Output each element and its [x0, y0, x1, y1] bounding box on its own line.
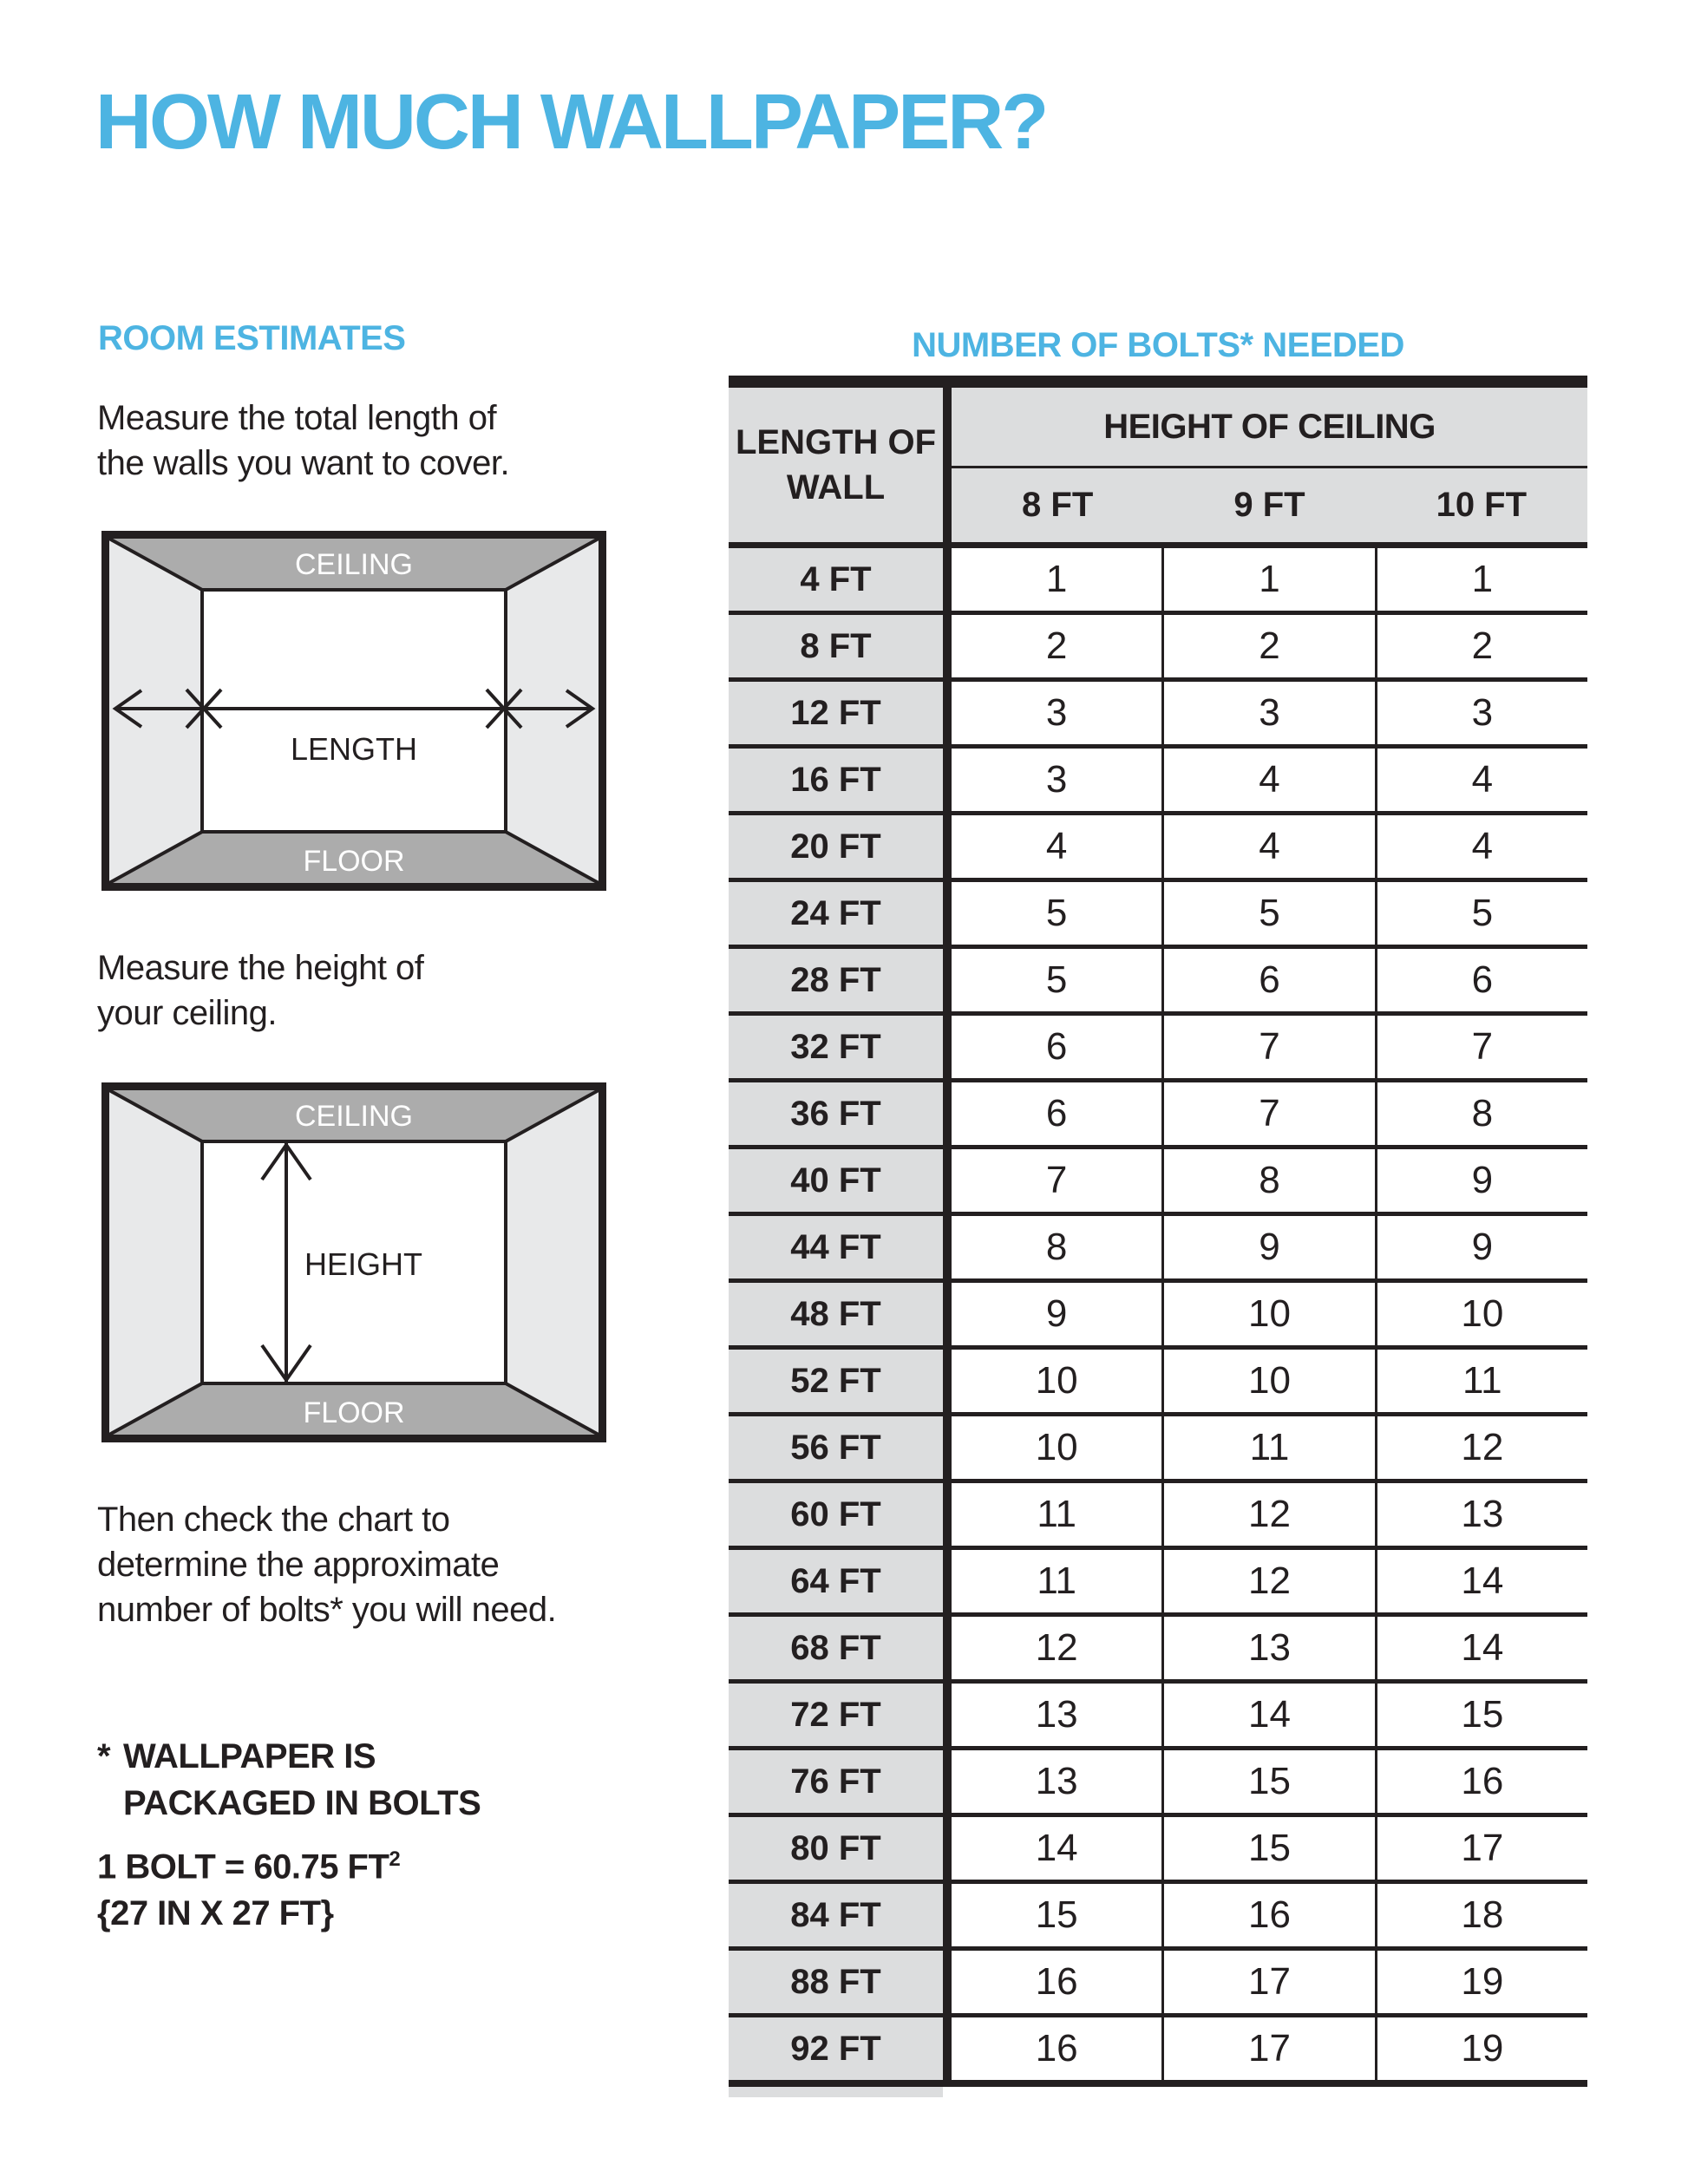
bolt-count-cell: 16	[952, 1951, 1161, 2013]
column-header-10ft: 10 FT	[1436, 486, 1528, 524]
wall-length-cell: 28 FT	[729, 949, 952, 1011]
bolt-count-cell: 14	[1375, 1617, 1587, 1679]
table-row	[729, 815, 1587, 882]
bolts-needed-heading: NUMBER OF BOLTS* NEEDED	[912, 326, 1404, 364]
bolt-count-cell: 13	[952, 1750, 1161, 1813]
table-row	[729, 1149, 1587, 1216]
wall-length-cell: 32 FT	[729, 1016, 952, 1078]
table-row	[729, 1884, 1587, 1951]
bolt-count-cell: 7	[1161, 1016, 1374, 1078]
bolt-count-cell: 16	[952, 2017, 1161, 2080]
bolt-count-cell: 3	[1161, 682, 1374, 744]
bolt-count-cell: 8	[952, 1216, 1161, 1278]
bolt-count-cell: 14	[952, 1817, 1161, 1880]
bolt-count-cell: 15	[1161, 1817, 1374, 1880]
height-label: HEIGHT	[304, 1246, 423, 1282]
bolt-count-cell: 1	[1375, 548, 1587, 611]
wall-length-cell: 48 FT	[729, 1283, 952, 1345]
bolt-count-cell: 9	[1375, 1149, 1587, 1212]
bolt-count-cell: 19	[1375, 1951, 1587, 2013]
table-row	[729, 1750, 1587, 1817]
wall-length-cell: 76 FT	[729, 1750, 952, 1813]
column-header-9ft: 9 FT	[1233, 486, 1305, 524]
bolt-count-cell: 1	[1161, 548, 1374, 611]
wall-length-cell: 68 FT	[729, 1617, 952, 1679]
paragraph-line: Measure the height of	[97, 949, 424, 987]
table-row	[729, 1016, 1587, 1082]
bolt-count-cell: 9	[952, 1283, 1161, 1345]
bolt-count-cell: 2	[1375, 615, 1587, 677]
table-row	[729, 615, 1587, 682]
footnote-line: PACKAGED IN BOLTS	[123, 1784, 481, 1822]
bolt-count-cell: 11	[952, 1483, 1161, 1546]
bolt-count-cell: 10	[952, 1416, 1161, 1479]
table-row	[729, 882, 1587, 949]
bolt-count-cell: 3	[952, 749, 1161, 811]
bolt-count-cell: 15	[952, 1884, 1161, 1946]
bolt-count-cell: 4	[952, 815, 1161, 878]
bolt-count-cell: 17	[1375, 1817, 1587, 1880]
bolt-count-cell: 2	[952, 615, 1161, 677]
bolt-count-cell: 5	[952, 949, 1161, 1011]
footnote-line: * WALLPAPER IS	[97, 1733, 481, 1780]
table-body	[729, 548, 1587, 2087]
wall-length-cell: 24 FT	[729, 882, 952, 945]
wall-length-cell: 4 FT	[729, 548, 952, 611]
right-wall	[506, 539, 599, 883]
bolt-count-cell: 6	[952, 1082, 1161, 1145]
paragraph-line: Then check the chart to	[97, 1501, 450, 1539]
paragraph-line: number of bolts* you will need.	[97, 1591, 557, 1629]
table-row	[729, 1216, 1587, 1283]
wall-length-cell: 36 FT	[729, 1082, 952, 1145]
check-chart-paragraph	[97, 1497, 556, 1632]
bolt-count-cell: 11	[952, 1550, 1161, 1612]
room-length-diagram	[101, 531, 606, 891]
bolt-count-cell: 5	[1161, 882, 1374, 945]
wall-length-cell: 88 FT	[729, 1951, 952, 2013]
bolt-count-cell: 11	[1375, 1350, 1587, 1412]
bolt-count-cell: 9	[1161, 1216, 1374, 1278]
bolt-count-cell: 9	[1375, 1216, 1587, 1278]
bolt-count-cell: 6	[1375, 949, 1587, 1011]
bolt-count-cell: 5	[952, 882, 1161, 945]
bolt-count-cell: 4	[1161, 749, 1374, 811]
bolt-count-cell: 2	[1161, 615, 1374, 677]
bolt-count-cell: 13	[952, 1684, 1161, 1746]
wall-length-cell: 92 FT	[729, 2017, 952, 2080]
table-row	[729, 1350, 1587, 1416]
bolt-count-cell: 19	[1375, 2017, 1587, 2080]
wall-length-cell: 72 FT	[729, 1684, 952, 1746]
wall-length-cell: 16 FT	[729, 749, 952, 811]
ceiling-label: CEILING	[294, 1100, 414, 1133]
table-row	[729, 682, 1587, 749]
asterisk: *	[97, 1737, 111, 1775]
measure-height-paragraph	[97, 945, 423, 1036]
bolt-count-cell: 4	[1375, 749, 1587, 811]
table-row	[729, 1483, 1587, 1550]
bolt-count-cell: 14	[1161, 1684, 1374, 1746]
left-wall	[109, 1090, 202, 1435]
table-row	[729, 949, 1587, 1016]
bolt-count-cell: 10	[1161, 1283, 1374, 1345]
bolt-count-cell: 13	[1375, 1483, 1587, 1546]
table-top-bar	[729, 376, 1587, 388]
bolt-count-cell: 3	[952, 682, 1161, 744]
bolt-count-cell: 3	[1375, 682, 1587, 744]
room-estimates-heading: ROOM ESTIMATES	[98, 319, 406, 357]
bolt-count-cell: 18	[1375, 1884, 1587, 1946]
bolt-dimensions: {27 IN X 27 FT}	[97, 1894, 334, 1932]
bolts-table	[729, 376, 1587, 2097]
bolt-count-cell: 1	[952, 548, 1161, 611]
table-row	[729, 749, 1587, 815]
paragraph-line: Measure the total length of	[97, 399, 497, 437]
table-row	[729, 1817, 1587, 1884]
bolt-count-cell: 6	[952, 1016, 1161, 1078]
page-title: HOW MUCH WALLPAPER?	[95, 79, 1047, 166]
left-wall	[109, 539, 202, 883]
column-header-8ft: 8 FT	[1022, 486, 1094, 524]
right-wall	[506, 1090, 599, 1435]
table-row	[729, 1283, 1587, 1350]
table-row	[729, 1082, 1587, 1149]
paragraph-line: the walls you want to cover.	[97, 444, 510, 482]
bolt-equation: 1 BOLT = 60.75 $FT^2$	[97, 1847, 401, 1886]
bolt-count-cell: 4	[1161, 815, 1374, 878]
wall-length-cell: 80 FT	[729, 1817, 952, 1880]
bolt-count-cell: 17	[1161, 1951, 1374, 2013]
measure-length-paragraph	[97, 396, 509, 486]
bolt-count-cell: 12	[1375, 1416, 1587, 1479]
floor-label: FLOOR	[303, 845, 405, 878]
bolt-count-cell: 14	[1375, 1550, 1587, 1612]
paragraph-line: your ceiling.	[97, 994, 277, 1032]
wall-length-cell: 64 FT	[729, 1550, 952, 1612]
floor-label: FLOOR	[303, 1396, 405, 1429]
bolt-count-cell: 7	[952, 1149, 1161, 1212]
bolts-footnote	[97, 1733, 481, 1827]
bolt-count-cell: 15	[1375, 1684, 1587, 1746]
bolt-count-cell: 13	[1161, 1617, 1374, 1679]
bolt-count-cell: 10	[1161, 1350, 1374, 1412]
table-row	[729, 1550, 1587, 1617]
bolt-count-cell: 15	[1161, 1750, 1374, 1813]
bolt-count-cell: 10	[952, 1350, 1161, 1412]
wall-length-cell: 56 FT	[729, 1416, 952, 1479]
wall-length-cell: 12 FT	[729, 682, 952, 744]
length-of-wall-header: LENGTH OF WALL	[729, 388, 952, 542]
wall-length-cell: 60 FT	[729, 1483, 952, 1546]
bolt-count-cell: 12	[1161, 1550, 1374, 1612]
ceiling-subheader-row	[952, 468, 1587, 542]
length-label: LENGTH	[290, 731, 418, 767]
bolt-count-cell: 8	[1161, 1149, 1374, 1212]
bolt-count-cell: 7	[1375, 1016, 1587, 1078]
bolt-count-cell: 10	[1375, 1283, 1587, 1345]
bolt-count-cell: 17	[1161, 2017, 1374, 2080]
table-row	[729, 1951, 1587, 2017]
table-row	[729, 1416, 1587, 1483]
ceiling-header-group	[952, 388, 1587, 542]
bolt-count-cell: 4	[1375, 815, 1587, 878]
wall-length-cell: 20 FT	[729, 815, 952, 878]
bolt-count-cell: 12	[1161, 1483, 1374, 1546]
bolt-count-cell: 11	[1161, 1416, 1374, 1479]
bolt-count-cell: 12	[952, 1617, 1161, 1679]
back-wall	[202, 590, 506, 832]
table-row	[729, 548, 1587, 615]
bolt-count-cell: 5	[1375, 882, 1587, 945]
wall-length-cell: 8 FT	[729, 615, 952, 677]
wall-length-cell: 40 FT	[729, 1149, 952, 1212]
room-height-diagram	[101, 1082, 606, 1442]
bolt-count-cell: 16	[1161, 1884, 1374, 1946]
bolt-count-cell: 8	[1375, 1082, 1587, 1145]
bolt-count-cell: 7	[1161, 1082, 1374, 1145]
table-row	[729, 2017, 1587, 2087]
wall-length-cell: 44 FT	[729, 1216, 952, 1278]
height-of-ceiling-header: HEIGHT OF CEILING	[952, 388, 1587, 468]
paragraph-line: determine the approximate	[97, 1546, 500, 1584]
wall-length-cell: 84 FT	[729, 1884, 952, 1946]
ceiling-label: CEILING	[294, 548, 414, 581]
table-row	[729, 1617, 1587, 1684]
wall-length-cell: 52 FT	[729, 1350, 952, 1412]
superscript-2: 2	[389, 1847, 401, 1871]
bolt-count-cell: 6	[1161, 949, 1374, 1011]
table-row	[729, 1684, 1587, 1750]
table-header	[729, 388, 1587, 548]
table-bottom-stub	[729, 2087, 943, 2097]
bolt-count-cell: 16	[1375, 1750, 1587, 1813]
